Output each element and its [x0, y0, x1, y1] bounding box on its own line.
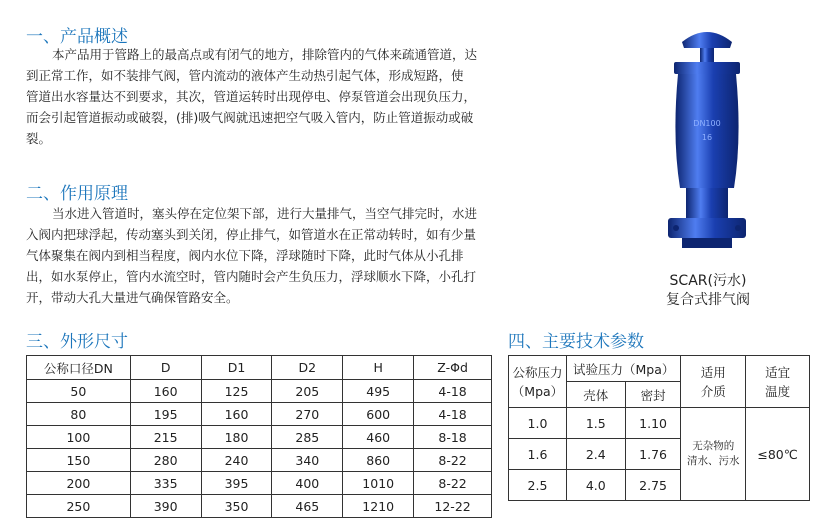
- table-cell: 600: [343, 403, 414, 426]
- table-cell: 2.5: [509, 470, 567, 501]
- col-header-nominal: [509, 356, 567, 408]
- col-header-z: Z-Φd: [414, 356, 492, 380]
- table-cell: 250: [27, 495, 131, 518]
- col-header-d: D: [130, 356, 201, 380]
- table-cell: 390: [130, 495, 201, 518]
- table-cell: 195: [130, 403, 201, 426]
- table-row: [27, 426, 492, 449]
- overview-line: 本产品用于管路上的最高点或有闭气的地方，排除管内的气体来疏通管道，达: [52, 47, 478, 62]
- overview-paragraph: [26, 44, 531, 149]
- table-cell: 1010: [343, 472, 414, 495]
- col-header-dn: 公称口径DN: [27, 356, 131, 380]
- specs-table: [508, 355, 810, 501]
- table-cell: 1210: [343, 495, 414, 518]
- table-cell: 150: [27, 449, 131, 472]
- section-title-principle: 二、作用原理: [26, 184, 128, 204]
- valve-pressure-marking: 16: [701, 133, 713, 142]
- overview-line: 到正常工作，如不装排气阀，管内流动的液体产生动热引起气体，形成短路，使: [26, 68, 464, 83]
- principle-line: 当水进入管道时，塞头停在定位架下部，进行大量排气，当空气排完时，水进: [52, 206, 478, 221]
- table-cell: 12-22: [414, 495, 492, 518]
- table-cell: 285: [272, 426, 343, 449]
- table-cell: 495: [343, 380, 414, 403]
- col-header-h: H: [343, 356, 414, 380]
- table-cell: 270: [272, 403, 343, 426]
- temp-header-line1: 适宜: [765, 364, 791, 380]
- product-model: SCAR(污水): [669, 273, 747, 289]
- medium-cell: [681, 408, 746, 501]
- table-cell: 395: [201, 472, 272, 495]
- table-cell: 335: [130, 472, 201, 495]
- nominal-unit: （Mpa）: [511, 383, 564, 399]
- product-caption: [648, 272, 768, 310]
- table-header-row: [509, 356, 810, 382]
- principle-line: 气体聚集在阀内到相当程度，阀内水位下降，浮球随时下降，此时气体从小孔排: [26, 248, 464, 263]
- table-header-row: [27, 356, 492, 380]
- table-cell: 2.75: [625, 470, 681, 501]
- table-cell: 1.0: [509, 408, 567, 439]
- overview-line: 而会引起管道振动或破裂，(排)吸气阀就迅速把空气吸入管内，防止管道振动或破: [26, 110, 474, 125]
- principle-line: 开，带动大孔大量进气确保管路安全。: [26, 290, 239, 305]
- table-cell: 465: [272, 495, 343, 518]
- medium-header-line2: 介质: [700, 383, 726, 399]
- table-cell: 8-22: [414, 472, 492, 495]
- table-row: [27, 495, 492, 518]
- table-cell: 1.76: [625, 439, 681, 470]
- medium-header-line1: 适用: [700, 364, 726, 380]
- table-row: [27, 380, 492, 403]
- table-cell: 205: [272, 380, 343, 403]
- temp-cell: ≤80℃: [746, 408, 810, 501]
- table-cell: 1.10: [625, 408, 681, 439]
- valve-product-image: [652, 18, 762, 268]
- table-cell: 1.6: [509, 439, 567, 470]
- col-header-seal: 密封: [625, 382, 681, 408]
- table-cell: 350: [201, 495, 272, 518]
- dimensions-table: [26, 355, 492, 518]
- section-title-dimensions: 三、外形尺寸: [26, 332, 128, 352]
- col-header-d2: D2: [272, 356, 343, 380]
- col-header-medium: [681, 356, 746, 408]
- table-cell: 100: [27, 426, 131, 449]
- table-cell: 4-18: [414, 380, 492, 403]
- col-header-d1: D1: [201, 356, 272, 380]
- table-cell: 4-18: [414, 403, 492, 426]
- table-row: [509, 408, 810, 439]
- table-cell: 340: [272, 449, 343, 472]
- table-cell: 200: [27, 472, 131, 495]
- section-title-overview: 一、产品概述: [26, 27, 128, 47]
- table-cell: 1.5: [566, 408, 625, 439]
- medium-line1: 无杂物的: [692, 440, 735, 452]
- principle-line: 出，如水泵停止，管内水流空时，管内随时会产生负压力，浮球顺水下降，小孔打: [26, 269, 477, 284]
- principle-line: 入阀内把球浮起，传动塞头到关闭，停止排气，如管道水在正常动转时，如有少量: [26, 227, 477, 242]
- nominal-label: 公称压力: [512, 364, 563, 380]
- medium-line2: 清水、污水: [687, 455, 740, 467]
- table-cell: 460: [343, 426, 414, 449]
- table-cell: 160: [201, 403, 272, 426]
- col-header-temp: [746, 356, 810, 408]
- table-row: [27, 449, 492, 472]
- section-title-specs: 四、主要技术参数: [508, 332, 644, 352]
- table-cell: 2.4: [566, 439, 625, 470]
- table-cell: 8-22: [414, 449, 492, 472]
- table-row: [27, 403, 492, 426]
- overview-line: 管道出水容量达不到要求，其次，管道运转时出现停电、停泵管道会出现负压力，: [26, 89, 477, 104]
- col-header-test: 试验压力（Mpa）: [566, 356, 681, 382]
- table-cell: 125: [201, 380, 272, 403]
- principle-paragraph: [26, 203, 531, 308]
- col-header-shell: 壳体: [566, 382, 625, 408]
- table-cell: 4.0: [566, 470, 625, 501]
- table-cell: 240: [201, 449, 272, 472]
- table-cell: 50: [27, 380, 131, 403]
- product-name: 复合式排气阀: [666, 292, 750, 308]
- table-cell: 400: [272, 472, 343, 495]
- table-cell: 860: [343, 449, 414, 472]
- table-cell: 8-18: [414, 426, 492, 449]
- valve-body-marking: DN100: [693, 119, 721, 128]
- table-row: [27, 472, 492, 495]
- table-cell: 280: [130, 449, 201, 472]
- table-cell: 160: [130, 380, 201, 403]
- overview-line: 裂。: [26, 131, 52, 146]
- table-cell: 80: [27, 403, 131, 426]
- table-cell: 215: [130, 426, 201, 449]
- table-cell: 180: [201, 426, 272, 449]
- temp-header-line2: 温度: [765, 383, 791, 399]
